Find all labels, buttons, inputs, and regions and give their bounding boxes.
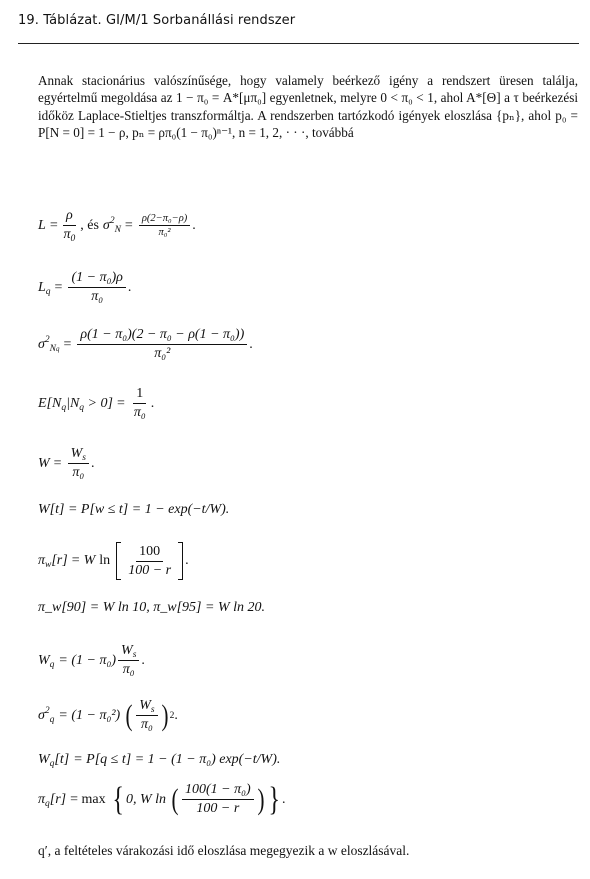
eq4-fraction: $\frac{1}{\text{π₀}}$ [133,386,146,420]
equation-Wq: $W_q$ = (1 − π₀) $\frac{W_s}{\text{π₀}}$ . [38,643,145,677]
eq1-sigma-fraction: $\frac{\text{ρ(2−π₀−ρ)}}{\text{π₀²}}$ [139,213,190,238]
equation-W: W = $\frac{W_s}{\text{π₀}}$ . [38,446,95,480]
equation-pi-w-r: $\pi_w[r]$ = W ln $\frac{100}{100 - r}$ . [38,542,189,580]
equation-pi-q-r: $\pi_q[r]$ = max { 0, W ln ( $\frac{\text{100(1 − π₀)}}{100 - r}$ ) } . [38,780,286,818]
eq12-fraction: $\frac{\text{100(1 − π₀)}}{100 - r}$ [182,782,254,817]
closing-sentence: q′, a feltételes várakozási idő eloszlása megegyezik a w eloszlásával. [38,843,410,858]
equation-pi-w-90-95: π_w[90] = W ln 10, π_w[95] = W ln 20. [38,600,265,615]
eq7-fraction: $\frac{100}{100 - r}$ [128,543,172,578]
eq1-joiner: , és [80,217,99,233]
equation-sigma-q: $\sigma^2_q$ = (1 − π₀²) ( $\frac{W_s}{\text{π₀}}$ ) 2 . [38,698,178,732]
intro-paragraph: Annak stacionárius valószínűsége, hogy valamely beérkező igény a rendszert üresen találja, egyértelmű megoldása az 1 − π₀ = A*[μπ₀] egyenletnek, melyre 0 < π₀ < 1, ahol A*[Θ] a τ beérkezési időköz Laplace-Stieltjes transzformáltja. A rendszerben tartózkodó igények eloszlása {pₙ}, ahol p₀ = P[N = 0] = 1 − ρ, pₙ = ρπ₀(1 − π₀)ⁿ⁻¹, n = 1, 2, · · ·, továbbá [38,73,578,141]
equation-sigma-Nq: $\sigma^2_{Nq}$ = $\frac{\text{ρ(1 − π₀)(2 − π₀ − ρ(1 − π₀))}}{\text{π₀²}}$ . [38,327,253,361]
eq9-fraction: $\frac{W_s}{\text{π₀}}$ [118,643,139,678]
eq2-lhs: $L_q$ [38,279,51,297]
equation-ENq: $E[N_q|N_q > 0]$ = $\frac{1}{\text{π₀}}$ . [38,386,155,420]
equation-Lq: $L_q$ = $\frac{\text{(1 − π₀)ρ}}{\text{π₀}}$ . [38,270,132,304]
eq1-sigma: $\sigma^2_N$ [102,215,121,235]
equation-W-t: W[t] = P[w ≤ t] = 1 − exp(−t/W). [38,502,230,517]
eq3-lhs: $\sigma^2_{Nq}$ [38,334,60,354]
eq2-fraction: $\frac{\text{(1 − π₀)ρ}}{\text{π₀}}$ [68,270,125,305]
equation-L-sigmaN: L = $\frac{\rho}{\pi_0}$ , és $\sigma^2_N$ = $\frac{\text{ρ(2−π₀−ρ)}}{\text{π₀²}}$ . [38,208,196,244]
eq10-fraction: $\frac{W_s}{\text{π₀}}$ [136,698,157,733]
eq3-fraction: $\frac{\text{ρ(1 − π₀)(2 − π₀ − ρ(1 − π₀))}}{\text{π₀²}}$ [77,327,247,362]
eq1-lhs: L = [38,217,59,233]
eq1-denominator: $\pi_0$ [63,227,76,244]
header-rule [18,43,579,44]
eq1-fraction [60,208,78,243]
eq4-lhs: $E[N_q|N_q > 0]$ [38,395,113,413]
eq5-fraction: $\frac{W_s}{\text{π₀}}$ [68,446,89,481]
page-header-title: 19. Táblázat. GI/M/1 Sorbanállási rendszer [18,13,296,28]
equation-Wq-t: $W_q[t]$ = P[q ≤ t] = 1 − (1 − π₀) exp(−t/W). [38,752,281,769]
eq1-numerator: ρ [63,208,76,226]
